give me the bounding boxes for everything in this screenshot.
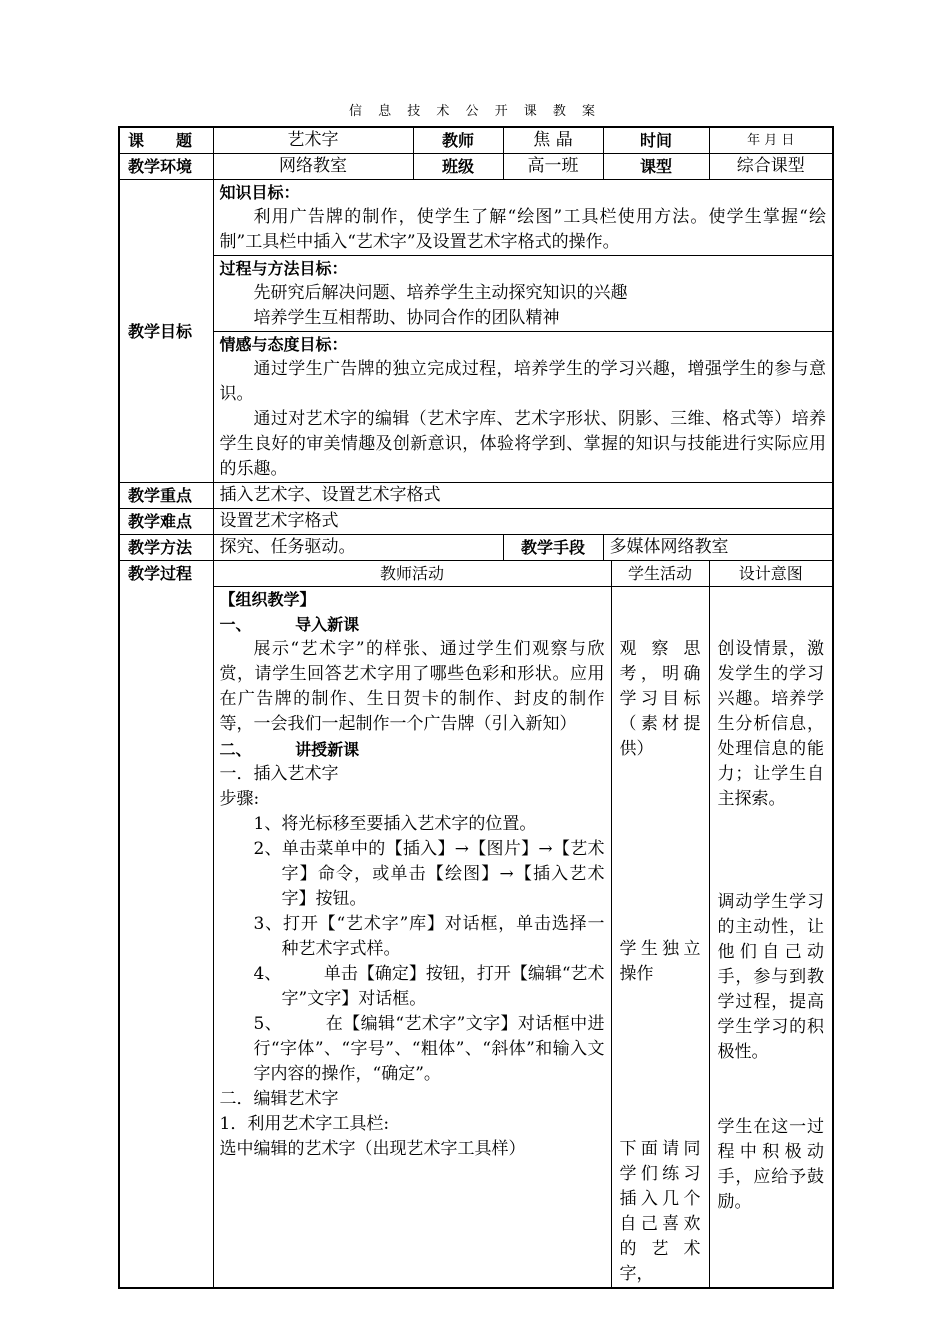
section-1-heading (220, 612, 605, 637)
design-intent-3: 学生在这一过程中积极动手，应给予鼓励。 (717, 1117, 825, 1212)
teacher-label: 教师 (413, 127, 503, 154)
attitude-goal-text-2: 通过对艺术字的编辑（艺术字库、艺术字形状、阴影、三维、格式等）培养学生良好的审美情趣及创新意识，体验将学到、掌握的知识与技能进行实际应用的乐趣。 (219, 409, 827, 479)
step-4: 4、 单击【确定】按钮，打开【编辑“艺术字”文字】对话框。 (253, 964, 605, 1009)
process-goal-line-2: 培养学生互相帮助、协同合作的团队精神 (253, 308, 560, 328)
goals-label: 教学目标 (119, 180, 213, 483)
difficulty-value: 设置艺术字格式 (213, 509, 833, 535)
steps-label: 步骤: (219, 789, 260, 809)
subsection-edit: 二．编辑艺术字 (219, 1089, 339, 1109)
means-label: 教学手段 (503, 535, 603, 561)
student-spacer-3 (620, 987, 701, 1137)
section-2-number: 二、 (219, 740, 252, 759)
env-value: 网络教室 (213, 154, 413, 180)
section-2-title: 讲授新课 (295, 740, 360, 759)
section-2-heading (220, 737, 605, 762)
student-activity-2: 学生独立操作 (619, 939, 701, 984)
design-intent-header: 设计意图 (709, 561, 833, 587)
method-value: 探究、任务驱动。 (213, 535, 503, 561)
key-point-row (119, 483, 833, 509)
header-row-2 (119, 154, 833, 180)
goals-row-knowledge (119, 180, 833, 256)
step-2: 2、单击菜单中的【插入】→【图片】→【艺术字】命令，或单击【绘图】→【插入艺术字】按钮。 (253, 839, 605, 909)
subsection-insert: 一．插入艺术字 (219, 764, 339, 784)
intro-text: 展示“艺术字”的样张、通过学生们观察与欣赏，请学生回答艺术字用了哪些色彩和形状。应用在广告牌的制作、生日贺卡的制作、封皮的制作等，一会我们一起制作一个广告牌（引入新知） (219, 639, 605, 734)
section-1-number: 一、 (219, 615, 252, 634)
method-label: 教学方法 (119, 535, 213, 561)
student-spacer-2 (620, 762, 701, 937)
step-3: 3、打开【“艺术字”库】对话框，单击选择一种艺术字式样。 (253, 914, 605, 959)
process-goal-title: 过程与方法目标： (219, 259, 348, 278)
design-intent-cell (709, 587, 833, 1289)
lesson-plan-table (118, 126, 834, 1289)
difficulty-label: 教学难点 (119, 509, 213, 535)
student-activity-1: 观察思考，明确学习目标（素材提供） (619, 639, 701, 759)
edit-item-1-text: 选中编辑的艺术字（出现艺术字工具样） (219, 1139, 526, 1159)
topic-label: 课 题 (119, 127, 213, 154)
process-label (119, 561, 213, 1289)
org-teaching-heading: 【组织教学】 (219, 590, 316, 609)
topic-value: 艺术字 (213, 127, 413, 154)
type-label: 课型 (603, 154, 709, 180)
section-1-title: 导入新课 (295, 615, 360, 634)
knowledge-goal-cell (213, 180, 833, 256)
step-5: 5、 在【编辑“艺术字”文字】对话框中进行“字体”、“字号”、“粗体”、“斜体”和输入文字内容的操作，“确定”。 (253, 1014, 605, 1084)
design-spacer-1 (718, 587, 825, 637)
edit-item-1: 1．利用艺术字工具栏: (219, 1114, 390, 1134)
teacher-activity-header: 教师活动 (213, 561, 611, 587)
difficulty-row (119, 509, 833, 535)
process-goal-cell (213, 256, 833, 332)
key-point-label: 教学重点 (119, 483, 213, 509)
class-label: 班级 (413, 154, 503, 180)
process-goal-line-1: 先研究后解决问题、培养学生主动探究知识的兴趣 (253, 283, 628, 303)
goals-row-process (119, 256, 833, 332)
attitude-goal-cell (213, 332, 833, 483)
means-value: 多媒体网络教室 (603, 535, 833, 561)
key-point-value: 插入艺术字、设置艺术字格式 (213, 483, 833, 509)
student-activity-cell (611, 587, 709, 1289)
knowledge-goal-text: 利用广告牌的制作，使学生了解“绘图”工具栏使用方法。使学生掌握“绘制”工具栏中插入“艺术字”及设置艺术字格式的操作。 (219, 207, 827, 252)
time-label: 时间 (603, 127, 709, 154)
type-value: 综合课型 (709, 154, 833, 180)
attitude-goal-title: 情感与态度目标： (219, 335, 348, 354)
design-spacer-2 (718, 812, 825, 890)
design-spacer-3 (718, 1065, 825, 1115)
env-label: 教学环境 (119, 154, 213, 180)
document-title: 信 息 技 术 公 开 课 教 案 (348, 104, 602, 119)
teacher-activity-cell (213, 587, 611, 1289)
process-header-row (119, 561, 833, 587)
knowledge-goal-title: 知识目标： (219, 183, 300, 202)
student-activity-header: 学生活动 (611, 561, 709, 587)
design-intent-2: 调动学生学习的主动性，让他们自己动手，参与到教学过程，提高学生学习的积极性。 (717, 892, 825, 1062)
process-content-row (119, 587, 833, 1289)
process-label-text: 教学过程 (128, 564, 193, 583)
goals-row-attitude (119, 332, 833, 483)
teacher-value: 焦 晶 (503, 127, 603, 154)
student-activity-3: 下面请同学们练习插入几个自己喜欢的艺术字， (619, 1139, 701, 1284)
design-intent-1: 创设情景，激发学生的学习兴趣。培养学生分析信息，处理信息的能力；让学生自主探索。 (717, 639, 825, 809)
method-row (119, 535, 833, 561)
step-1: 1、将光标移至要插入艺术字的位置。 (253, 814, 537, 834)
class-value: 高一班 (503, 154, 603, 180)
student-spacer-1 (620, 587, 701, 637)
attitude-goal-text-1: 通过学生广告牌的独立完成过程，培养学生的学习兴趣，增强学生的参与意识。 (219, 359, 827, 404)
header-row-1 (119, 127, 833, 154)
time-value: 年 月 日 (709, 127, 833, 154)
